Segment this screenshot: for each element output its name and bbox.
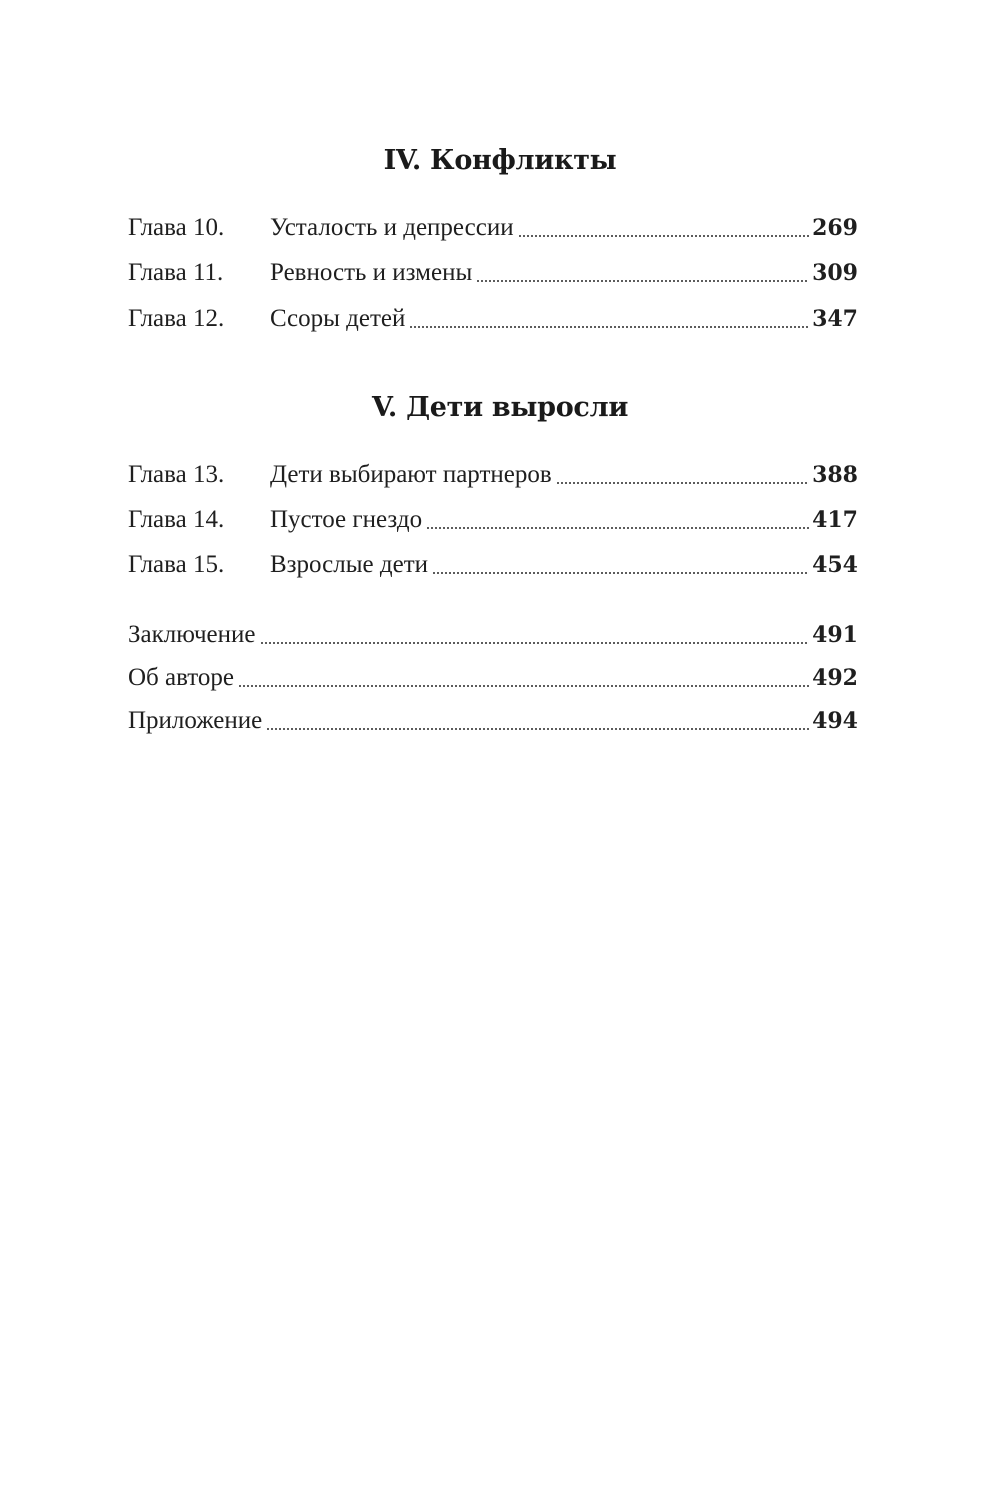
chapter-title: Взрослые дети <box>270 551 429 578</box>
entry-title: Приложение <box>128 707 263 734</box>
chapter-label: Глава 11. <box>128 259 224 286</box>
dot-leader <box>476 280 809 282</box>
toc-entry[interactable] <box>128 457 858 493</box>
page-number: 494 <box>812 708 858 734</box>
page-number: 492 <box>812 665 858 691</box>
page-number: 309 <box>812 260 858 286</box>
dot-leader <box>432 572 809 574</box>
page-number: 417 <box>812 507 858 533</box>
page-number: 388 <box>812 462 858 488</box>
dot-leader <box>260 642 810 644</box>
dot-leader <box>518 235 809 237</box>
section-title-grown-children: V. Дети выросли <box>371 392 629 423</box>
chapter-label: Глава 15. <box>128 551 225 578</box>
dot-leader <box>238 685 809 687</box>
chapter-title: Дети выбирают партнеров <box>270 461 552 488</box>
entry-title: Об авторе <box>128 664 234 691</box>
chapter-label: Глава 12. <box>128 305 225 332</box>
chapter-label: Глава 14. <box>128 506 225 533</box>
dot-leader <box>409 326 809 328</box>
dot-leader <box>556 482 809 484</box>
chapter-label: Глава 13. <box>128 461 225 488</box>
chapter-title: Ссоры детей <box>270 305 406 332</box>
entry-title: Заключение <box>128 621 256 648</box>
toc-entry-conclusion[interactable] <box>128 617 858 653</box>
page-number: 269 <box>812 215 858 241</box>
section-title-conflicts: IV. Конфликты <box>383 145 617 176</box>
page-number: 454 <box>812 552 858 578</box>
toc-entry-appendix[interactable] <box>128 703 858 739</box>
chapter-title: Ревность и измены <box>270 259 473 286</box>
page-number: 491 <box>812 622 858 648</box>
chapter-title: Пустое гнездо <box>270 506 423 533</box>
toc-entry[interactable] <box>128 210 858 246</box>
toc-entry[interactable] <box>128 301 858 337</box>
toc-entry[interactable] <box>128 547 858 583</box>
toc-entry[interactable] <box>128 255 858 291</box>
page-number: 347 <box>812 306 858 332</box>
toc-entry-about-author[interactable] <box>128 660 858 696</box>
dot-leader <box>426 527 809 529</box>
chapter-title: Усталость и депрессии <box>270 214 514 241</box>
chapter-label: Глава 10. <box>128 214 225 241</box>
dot-leader <box>266 728 809 730</box>
toc-entry[interactable] <box>128 502 858 538</box>
